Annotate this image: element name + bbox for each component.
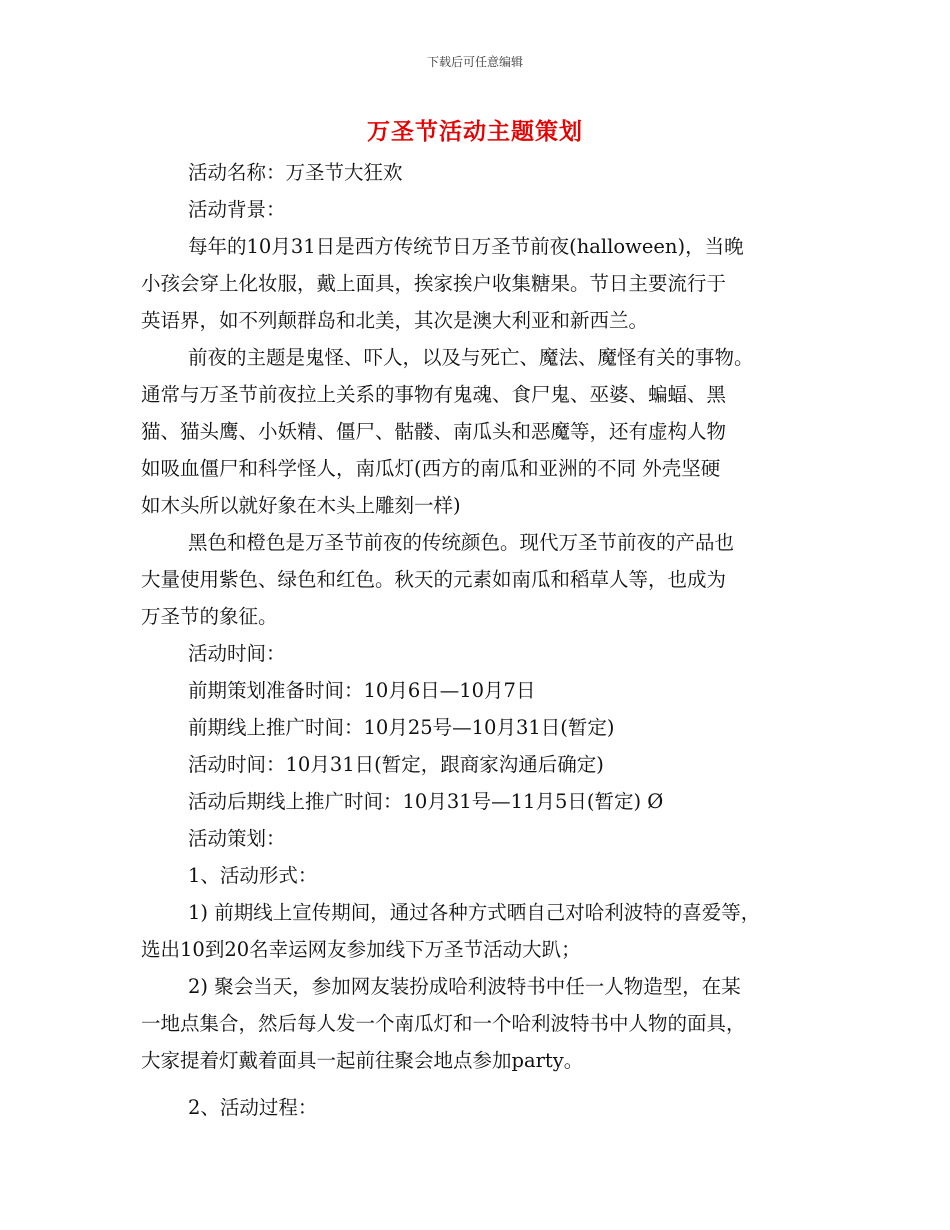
- event-name-line: 活动名称：万圣节大狂欢: [188, 161, 403, 184]
- list-item-line: 1) 前期线上宣传期间，通过各种方式晒自己对哈利波特的喜爱等，: [188, 901, 761, 924]
- list-item-line: 大家提着灯戴着面具一起前往聚会地点参加party。: [141, 1049, 584, 1072]
- paragraph-line: 黑色和橙色是万圣节前夜的传统颜色。现代万圣节前夜的产品也: [188, 531, 735, 554]
- schedule-line: 活动时间：10月31日(暂定，跟商家沟通后确定): [188, 753, 604, 776]
- schedule-line: 前期策划准备时间：10月6日—10月7日: [188, 679, 536, 702]
- list-item-line: 2) 聚会当天，参加网友装扮成哈利波特书中任一人物造型，在某: [188, 975, 741, 998]
- background-heading: 活动背景：: [188, 198, 286, 221]
- list-item-line: 选出10到20名幸运网友参加线下万圣节活动大趴；: [141, 938, 581, 961]
- paragraph-line: 每年的10月31日是西方传统节日万圣节前夜(halloween)，当晚: [188, 235, 744, 258]
- paragraph-line: 猫、猫头鹰、小妖精、僵尸、骷髅、南瓜头和恶魔等，还有虚构人物: [141, 420, 727, 443]
- paragraph-line: 大量使用紫色、绿色和红色。秋天的元素如南瓜和稻草人等，也成为: [141, 568, 727, 591]
- section-heading: 2、活动过程：: [188, 1096, 318, 1119]
- paragraph-line: 通常与万圣节前夜拉上关系的事物有鬼魂、食尸鬼、巫婆、蝙蝠、黑: [141, 383, 727, 406]
- paragraph-line: 万圣节的象征。: [141, 605, 278, 628]
- document-title: 万圣节活动主题策划: [367, 119, 583, 145]
- schedule-line: 活动后期线上推广时间：10月31号—11月5日(暂定) Ø: [188, 790, 664, 813]
- page-header-note: 下载后可任意编辑: [426, 55, 523, 69]
- planning-heading: 活动策划：: [188, 827, 286, 850]
- paragraph-line: 小孩会穿上化妆服，戴上面具，挨家挨户收集糖果。节日主要流行于: [141, 272, 727, 295]
- document-body: [141, 154, 821, 1126]
- paragraph-line: 前夜的主题是鬼怪、吓人，以及与死亡、魔法、魔怪有关的事物。: [188, 346, 754, 369]
- section-heading: 1、活动形式：: [188, 864, 318, 887]
- paragraph-line: 如木头所以就好象在木头上雕刻一样): [141, 494, 461, 517]
- time-heading: 活动时间：: [188, 642, 286, 665]
- list-item-line: 一地点集合，然后每人发一个南瓜灯和一个哈利波特书中人物的面具，: [141, 1012, 746, 1035]
- schedule-line: 前期线上推广时间：10月25号—10月31日(暂定): [188, 716, 615, 739]
- paragraph-line: 英语界，如不列颠群岛和北美，其次是澳大利亚和新西兰。: [141, 309, 649, 332]
- paragraph-line: 如吸血僵尸和科学怪人，南瓜灯(西方的南瓜和亚洲的不同 外壳坚硬: [141, 457, 721, 480]
